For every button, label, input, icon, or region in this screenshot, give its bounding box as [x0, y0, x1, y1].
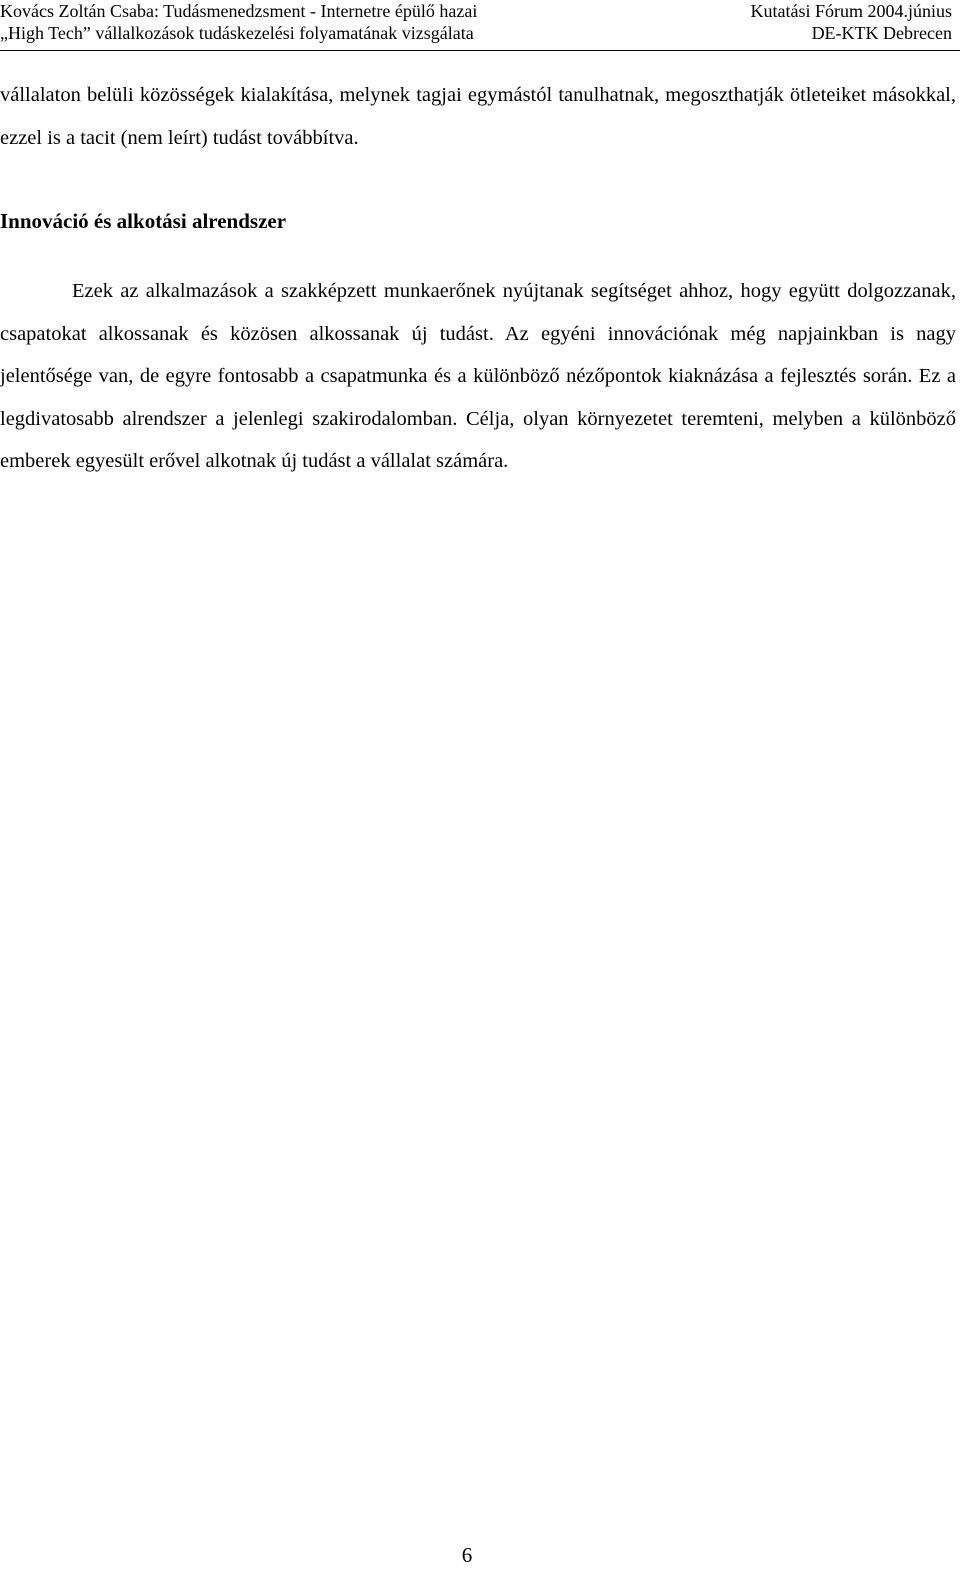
paragraph-continued: vállalaton belüli közösségek kialakítása, melynek tagjai egymástól tanulhatnak, megoszthatják ötleteiket másokkal, ezzel is a tacit (nem leírt) tudást továbbítva.	[0, 84, 956, 149]
header-row-2	[0, 22, 952, 44]
page-number: 6	[461, 1543, 473, 1567]
page-header	[0, 0, 960, 51]
header-location: DE-KTK Debrecen	[811, 23, 952, 43]
header-subtitle: „High Tech” vállalkozások tudáskezelési folyamatának vizsgálata	[0, 23, 474, 43]
header-row-1	[0, 0, 952, 22]
header-event: Kutatási Fórum 2004.június	[750, 1, 952, 21]
header-author-title: Kovács Zoltán Csaba: Tudásmenedzsment - Internetre épülő hazai	[0, 1, 478, 21]
section-heading: Innováció és alkotási alrendszer	[0, 209, 287, 233]
paragraph-innovation: Ezek az alkalmazások a szakképzett munkaerőnek nyújtanak segítséget ahhoz, hogy együtt dolgozzanak, csapatokat alkossanak és közösen alkossanak új tudást. Az egyéni innovációnak még napjainkban is nagy jelentősége van, de egyre fontosabb a csapatmunka és a különböző nézőpontok kiaknázása a fejlesztés során. Ez a legdivatosabb alrendszer a jelenlegi szakirodalomban. Célja, olyan környezetet teremteni, melyben a különböző emberek egyesült erővel alkotnak új tudást a vállalat számára.	[0, 280, 956, 472]
